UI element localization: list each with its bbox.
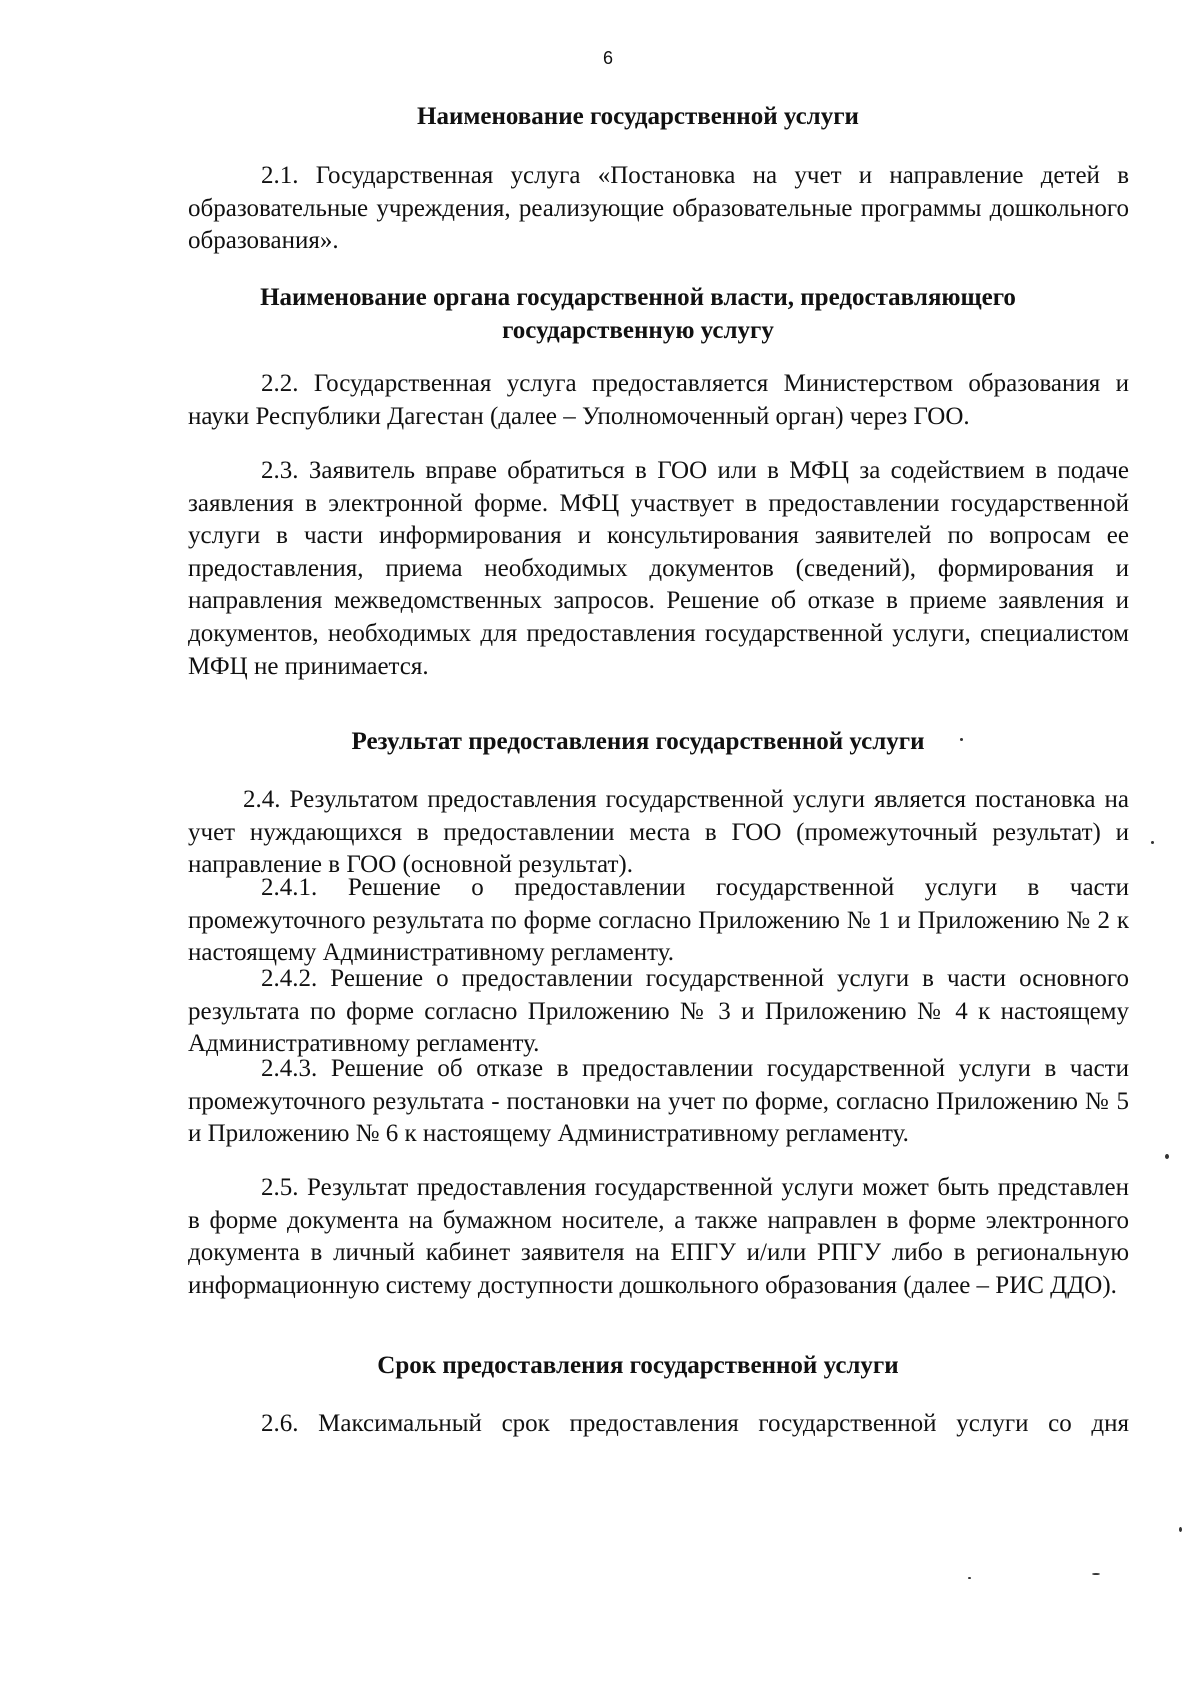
page-number: 6 bbox=[602, 48, 613, 68]
section-heading-term: Срок предоставления государственной услуги bbox=[377, 1352, 899, 1379]
paragraph-2-3: 2.3. Заявитель вправе обратиться в ГОО или в МФЦ за содействием в подаче заявления в электронной форме. МФЦ участвует в предоставлении государственной услуги в части информирования и консультирования заявителей по вопросам ее предоставления, приема необходимых документов (сведений), формирования и направления межведомственных запросов. Решение об отказе в приеме заявления и документов, необходимых для предоставления государственной услуги, специалистом МФЦ не принимается. bbox=[188, 457, 1129, 680]
section-heading-result: Результат предоставления государственной услуги bbox=[351, 728, 925, 755]
scan-speck bbox=[960, 738, 963, 741]
section-heading-authority-line1: Наименование органа государственной власти, предоставляющего bbox=[260, 284, 1016, 311]
paragraph-2-6: 2.6. Максимальный срок предоставления государственной услуги со дня bbox=[261, 1410, 1129, 1437]
paragraph-2-4-3: 2.4.3. Решение об отказе в предоставлении государственной услуги в части промежуточного результата - постановки на учет по форме, согласно Приложению № 5 и Приложению № 6 к настоящему Административному регламенту. bbox=[188, 1055, 1129, 1148]
paragraph-2-4-1: 2.4.1. Решение о предоставлении государственной услуги в части промежуточного результата по форме согласно Приложению № 1 и Приложению № 2 к настоящему Административному регламенту. bbox=[188, 874, 1129, 967]
paragraph-2-4: 2.4. Результатом предоставления государственной услуги является постановка на учет нуждающихся в предоставлении места в ГОО (промежуточный результат) и направление в ГОО (основной результат). bbox=[188, 786, 1129, 879]
section-heading-service-name: Наименование государственной услуги bbox=[417, 103, 859, 130]
scan-speck bbox=[1151, 841, 1154, 844]
paragraph-2-2: 2.2. Государственная услуга предоставляется Министерством образования и науки Республики Дагестан (далее – Уполномоченный орган) через ГОО. bbox=[188, 370, 1129, 430]
section-heading-authority bbox=[188, 281, 1088, 347]
scan-speck bbox=[1165, 1154, 1169, 1159]
section-heading-authority-line2: государственную услугу bbox=[502, 317, 774, 344]
scan-speck bbox=[968, 1577, 971, 1579]
scan-speck bbox=[1092, 1573, 1100, 1575]
paragraph-2-5: 2.5. Результат предоставления государственной услуги может быть представлен в форме документа на бумажном носителе, а также направлен в форме электронного документа в личный кабинет заявителя на ЕПГУ и/или РПГУ либо в региональную информационную систему доступности дошкольного образования (далее – РИС ДДО). bbox=[188, 1174, 1129, 1299]
paragraph-2-4-2: 2.4.2. Решение о предоставлении государственной услуги в части основного результата по форме согласно Приложению № 3 и Приложению № 4 к настоящему Административному регламенту. bbox=[188, 965, 1129, 1058]
paragraph-2-1: 2.1. Государственная услуга «Постановка на учет и направление детей в образовательные учреждения, реализующие образовательные программы дошкольного образования». bbox=[188, 162, 1129, 255]
scan-speck bbox=[1179, 1527, 1182, 1532]
